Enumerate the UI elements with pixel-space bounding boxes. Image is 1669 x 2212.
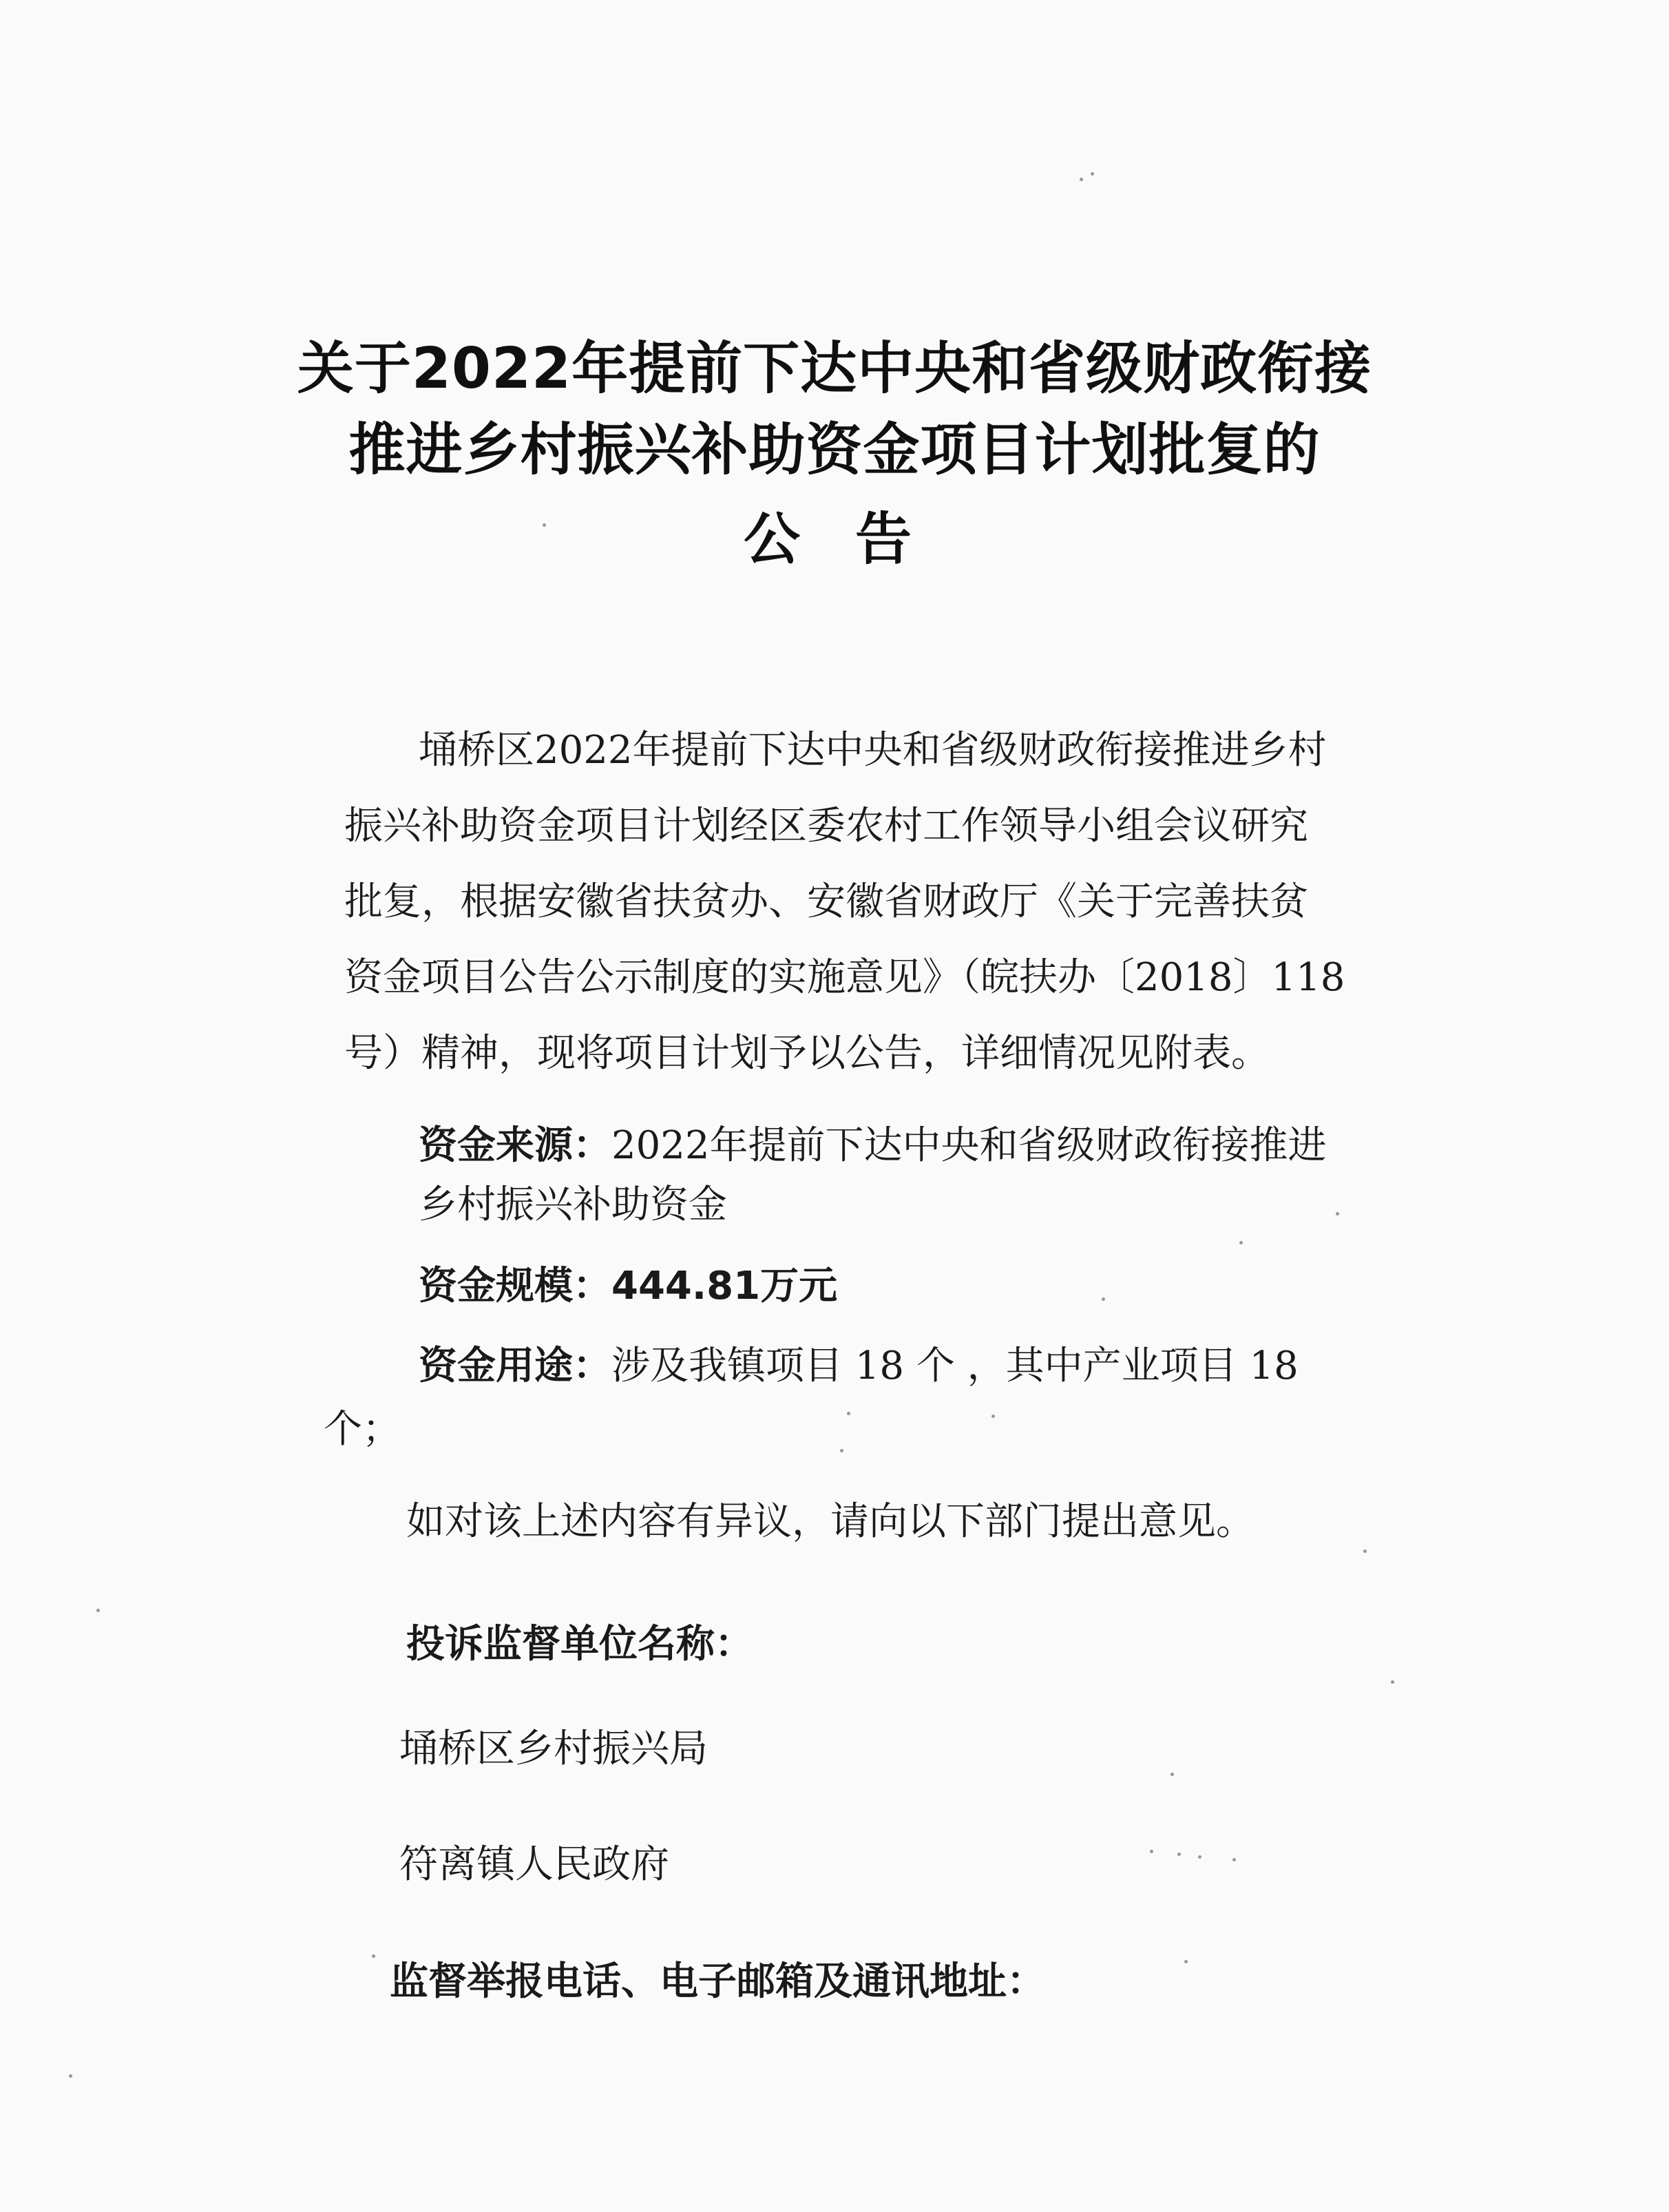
scan-speck — [847, 1412, 850, 1415]
report-contact-heading: 监督举报电话、电子邮箱及通讯地址： — [390, 1959, 1045, 2004]
scan-speck — [1150, 1850, 1153, 1853]
scan-speck — [1171, 1773, 1174, 1776]
scan-speck — [69, 2074, 72, 2078]
scan-speck — [1336, 1212, 1339, 1215]
funding-scale-value: 444.81万元 — [611, 1264, 838, 1308]
funding-scale-label: 资金规模： — [419, 1264, 611, 1308]
scan-speck — [1391, 1680, 1394, 1684]
complaint-unit-1: 埇桥区乡村振兴局 — [399, 1726, 708, 1771]
scan-speck — [96, 1609, 100, 1612]
funding-source-value-line-2: 乡村振兴补助资金 — [419, 1182, 727, 1227]
scan-speck — [991, 1415, 995, 1418]
scan-speck — [1198, 1855, 1201, 1859]
scan-speck — [543, 523, 546, 527]
scan-speck — [1239, 1241, 1243, 1244]
funding-usage-value-line-1: 涉及我镇项目 18 个 ，其中产业项目 18 — [611, 1344, 1299, 1388]
funding-source-value-line-1: 2022年提前下达中央和省级财政衔接推进 — [611, 1123, 1327, 1168]
title-line-1: 关于2022年提前下达中央和省级财政衔接 — [297, 336, 1372, 401]
title-line-2: 推进乡村振兴补助资金项目计划批复的 — [348, 417, 1321, 483]
complaint-heading: 投诉监督单位名称： — [406, 1622, 753, 1667]
scan-speck — [1091, 172, 1094, 176]
scan-speck — [1102, 1297, 1105, 1301]
complaint-unit-2: 符离镇人民政府 — [399, 1842, 669, 1887]
body-paragraph-line-5: 号）精神，现将项目计划予以公告，详细情况见附表。 — [344, 1031, 1270, 1076]
body-paragraph-line-1: 埇桥区2022年提前下达中央和省级财政衔接推进乡村 — [419, 728, 1327, 773]
scan-speck — [1177, 1853, 1181, 1856]
funding-usage-value-line-2: 个； — [324, 1407, 401, 1452]
body-paragraph-line-2: 振兴补助资金项目计划经区委农村工作领导小组会议研究 — [344, 804, 1308, 848]
scan-speck — [1232, 1858, 1236, 1861]
funding-source-label: 资金来源： — [419, 1123, 611, 1168]
objection-notice: 如对该上述内容有异议，请向以下部门提出意见。 — [406, 1499, 1255, 1544]
scan-speck — [840, 1449, 843, 1452]
body-paragraph-line-3: 批复，根据安徽省扶贫办、安徽省财政厅《关于完善扶贫 — [344, 879, 1308, 924]
title-line-3: 公告 — [743, 507, 967, 572]
body-paragraph-line-4: 资金项目公告公示制度的实施意见》（皖扶办〔2018〕118 — [344, 955, 1345, 1000]
scan-speck — [1184, 1960, 1188, 1963]
scan-speck — [372, 1954, 375, 1958]
funding-usage-label: 资金用途： — [419, 1344, 611, 1388]
scan-speck — [1080, 178, 1083, 181]
scan-speck — [1363, 1550, 1367, 1553]
